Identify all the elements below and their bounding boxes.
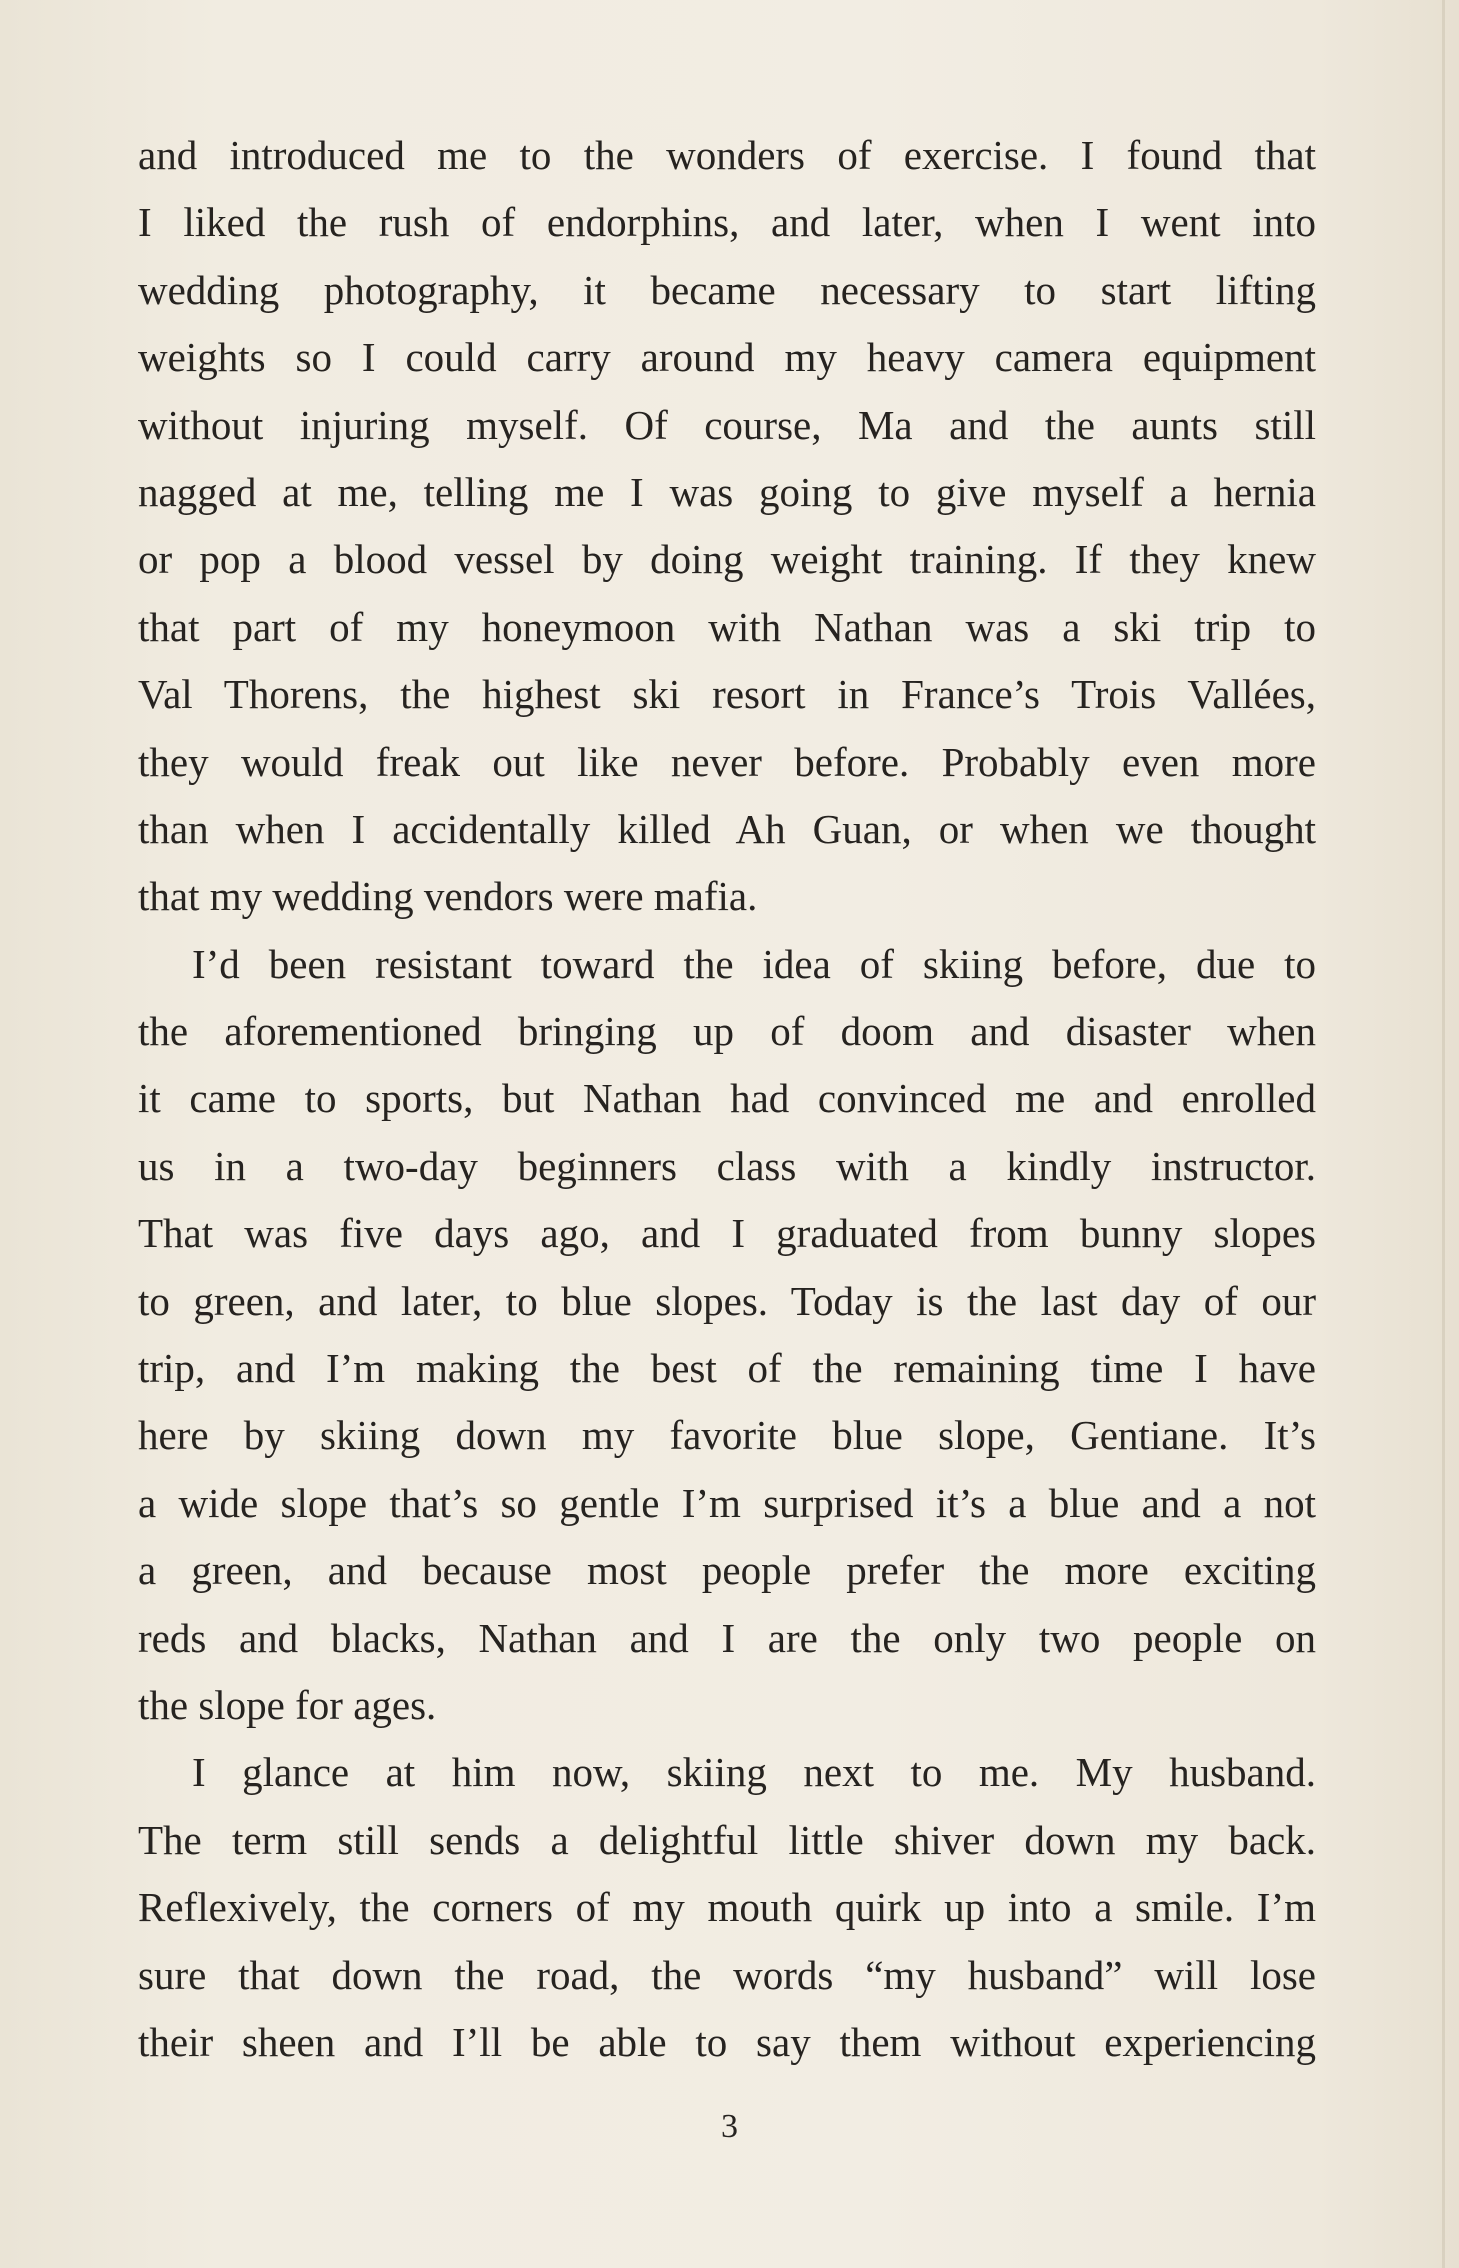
text-line: a green, and because most people prefer the more exciting bbox=[138, 1547, 1316, 1594]
text-line: us in a two-day beginners class with a kindly instructor. bbox=[138, 1142, 1316, 1189]
text-line: than when I accidentally killed Ah Guan, or when we thought bbox=[138, 805, 1316, 852]
text-line: the aforementioned bringing up of doom and disaster when bbox=[138, 1008, 1316, 1055]
text-line: reds and blacks, Nathan and I are the only two people on bbox=[138, 1614, 1316, 1661]
text-line: nagged at me, telling me I was going to give myself a hernia bbox=[138, 468, 1316, 515]
text-line: trip, and I’m making the best of the remaining time I have bbox=[138, 1345, 1316, 1392]
paragraph bbox=[138, 931, 1316, 1740]
text-line: wedding photography, it became necessary to start lifting bbox=[138, 266, 1316, 313]
text-line: the slope for ages. bbox=[138, 1681, 437, 1728]
text-line: they would freak out like never before. Probably even more bbox=[138, 738, 1316, 785]
text-line: Reflexively, the corners of my mouth quirk up into a smile. I’m bbox=[138, 1884, 1316, 1931]
text-line: and introduced me to the wonders of exercise. I found that bbox=[138, 132, 1316, 178]
page-edge bbox=[1442, 0, 1445, 2268]
text-line: I glance at him now, skiing next to me. My husband. bbox=[192, 1749, 1316, 1796]
text-line: The term still sends a delightful little shiver down my back. bbox=[138, 1816, 1316, 1863]
text-line: without injuring myself. Of course, Ma and the aunts still bbox=[138, 401, 1316, 448]
text-line: I liked the rush of endorphins, and later, when I went into bbox=[138, 199, 1316, 246]
paragraph bbox=[138, 1739, 1316, 2076]
text-line: here by skiing down my favorite blue slope, Gentiane. It’s bbox=[138, 1412, 1316, 1459]
text-line: I’d been resistant toward the idea of skiing before, due to bbox=[192, 940, 1316, 987]
page-number: 3 bbox=[721, 2108, 738, 2145]
text-line: or pop a blood vessel by doing weight training. If they knew bbox=[138, 536, 1316, 583]
text-line: that part of my honeymoon with Nathan was a ski trip to bbox=[138, 603, 1316, 650]
paragraph bbox=[138, 122, 1316, 931]
text-line: to green, and later, to blue slopes. Today is the last day of our bbox=[138, 1277, 1316, 1324]
text-line: weights so I could carry around my heavy camera equipment bbox=[138, 334, 1316, 381]
body-text bbox=[138, 122, 1316, 2076]
text-line: sure that down the road, the words “my husband” will lose bbox=[138, 1951, 1316, 1998]
text-line: it came to sports, but Nathan had convinced me and enrolled bbox=[138, 1075, 1316, 1122]
text-line: their sheen and I’ll be able to say them without experiencing bbox=[138, 2018, 1316, 2065]
text-line: a wide slope that’s so gentle I’m surprised it’s a blue and a not bbox=[138, 1479, 1316, 1526]
text-line: that my wedding vendors were mafia. bbox=[138, 873, 758, 920]
text-line: Val Thorens, the highest ski resort in France’s Trois Vallées, bbox=[138, 671, 1316, 718]
text-line: That was five days ago, and I graduated from bunny slopes bbox=[138, 1210, 1316, 1257]
